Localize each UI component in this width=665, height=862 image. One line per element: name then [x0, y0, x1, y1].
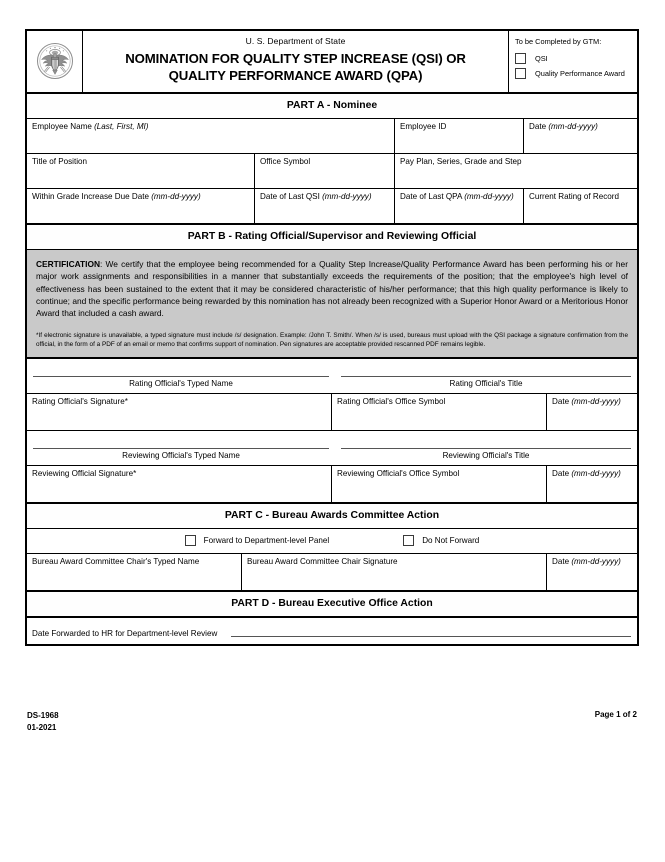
field-chair-signature-label: Bureau Award Committee Chair Signature: [247, 556, 398, 566]
field-employee-id-label: Employee ID: [400, 121, 447, 131]
checkbox-qsi[interactable]: [515, 53, 526, 64]
gtm-section: [509, 31, 637, 92]
field-rating-date-label: Date: [552, 396, 572, 406]
form-header: [27, 31, 637, 94]
option-do-not-forward[interactable]: [403, 535, 479, 546]
form-revision-date: 01-2021: [27, 722, 57, 732]
field-pay-plan-series-grade-step[interactable]: [395, 154, 637, 188]
rating-title-label: Rating Official's Title: [449, 378, 523, 388]
rating-title-cell[interactable]: [335, 376, 637, 393]
field-employee-name[interactable]: [27, 119, 395, 153]
field-chair-signature[interactable]: [242, 554, 547, 590]
gtm-option-qsi-label: QSI: [535, 54, 548, 63]
agency-name: U. S. Department of State: [245, 36, 346, 46]
field-date-forwarded-label: Date Forwarded to HR for Department-level Review: [32, 628, 218, 638]
field-within-grade-increase-due-date[interactable]: [27, 189, 255, 223]
reviewing-typed-name-rule: [33, 448, 329, 449]
field-reviewing-official-date[interactable]: [547, 466, 637, 502]
field-date-forwarded-input-line[interactable]: [231, 636, 631, 637]
form-number: DS-1968: [27, 711, 59, 720]
part-d-heading: PART D - Bureau Executive Office Action: [27, 592, 637, 618]
certification-body: : We certify that the employee being recommended for a Quality Step Increase/Quality Performance Award has been performing his or her major work assignments and responsibilities in a manner that substantially exceeds the requirements of the position; that the employee's high level of effectiveness has been sustained to the extent that it may be considered characteristic of his/her performance; that this high quality performance is likely to continue; and the specific performance being rewarded by this nomination has not already been recognized with a Superior Honor Award or a Meritorious Honor Award that included a cash award.: [36, 258, 629, 319]
rating-official-caption-row: [27, 359, 637, 394]
field-employee-name-hint: (Last, First, MI): [94, 121, 149, 131]
field-last-qsi-label: Date of Last QSI: [260, 191, 323, 201]
field-current-rating-label: Current Rating of Record: [529, 191, 619, 201]
seal-cell: [27, 31, 83, 92]
field-chair-date-label: Date: [552, 556, 572, 566]
signature-footnote: *If electronic signature is unavailable, a typed signature must include /s/ designation. Example: /John T. Smith/. When /s/ is used, bureaus must upload with the QSI package a signature confirmation from the official, in the form of a PDF of an email or memo that confirms support of nomination. Pen signatures are acceptable provided rescanned PDF remains legible.: [36, 331, 628, 348]
field-reviewing-date-label: Date: [552, 468, 572, 478]
checkbox-quality-performance-award[interactable]: [515, 68, 526, 79]
field-title-of-position[interactable]: [27, 154, 255, 188]
reviewing-official-signature-row: [27, 466, 637, 504]
field-last-qpa-label: Date of Last QPA: [400, 191, 465, 201]
checkbox-forward-to-department-level-panel[interactable]: [185, 535, 196, 546]
field-pay-plan-label: Pay Plan, Series, Grade and Step: [400, 156, 522, 166]
reviewing-title-cell[interactable]: [335, 448, 637, 465]
rating-typed-name-cell[interactable]: [27, 376, 335, 393]
page-number: Page 1 of 2: [594, 710, 637, 719]
field-reviewing-official-signature[interactable]: [27, 466, 332, 502]
option-forward-to-panel[interactable]: [185, 535, 330, 546]
gtm-option-qpa[interactable]: [515, 68, 632, 79]
field-date[interactable]: [524, 119, 637, 153]
reviewing-typed-name-cell[interactable]: [27, 448, 335, 465]
field-rating-office-symbol-label: Rating Official's Office Symbol: [337, 396, 446, 406]
field-chair-date-hint: (mm-dd-yyyy): [571, 556, 621, 566]
form-title-line-1: NOMINATION FOR QUALITY STEP INCREASE (QSI) OR: [125, 51, 466, 66]
field-office-symbol-label: Office Symbol: [260, 156, 311, 166]
certification-paragraph: [36, 258, 628, 320]
reviewing-title-label: Reviewing Official's Title: [442, 450, 530, 460]
certification-heading: CERTIFICATION: [36, 258, 101, 269]
field-date-of-last-qpa[interactable]: [395, 189, 524, 223]
part-a-heading: PART A - Nominee: [27, 94, 637, 119]
gtm-option-qpa-label: Quality Performance Award: [535, 69, 625, 78]
certification-block: [27, 250, 637, 359]
part-c-heading: PART C - Bureau Awards Committee Action: [27, 504, 637, 529]
field-rating-official-office-symbol[interactable]: [332, 394, 547, 430]
reviewing-official-caption-row: [27, 431, 637, 466]
field-chair-date[interactable]: [547, 554, 637, 590]
field-date-hint: (mm-dd-yyyy): [548, 121, 598, 131]
part-d-date-forwarded-row[interactable]: [27, 618, 637, 644]
rating-official-signature-row: [27, 394, 637, 431]
field-reviewing-official-office-symbol[interactable]: [332, 466, 547, 502]
part-a-row-3: [27, 189, 637, 225]
us-great-seal-icon: [35, 41, 75, 81]
rating-title-rule: [341, 376, 631, 377]
title-cell: [83, 31, 509, 92]
field-rating-official-date[interactable]: [547, 394, 637, 430]
gtm-option-qsi[interactable]: [515, 53, 632, 64]
ds-1968-form: [25, 29, 639, 646]
part-b-heading: PART B - Rating Official/Supervisor and Reviewing Official: [27, 225, 637, 250]
field-current-rating-of-record[interactable]: [524, 189, 637, 223]
checkbox-do-not-forward[interactable]: [403, 535, 414, 546]
part-a-row-2: [27, 154, 637, 189]
form-identifier: [27, 710, 59, 733]
field-rating-signature-label: Rating Official's Signature*: [32, 396, 128, 406]
part-a-row-1: [27, 119, 637, 154]
reviewing-title-rule: [341, 448, 631, 449]
option-do-not-forward-label: Do Not Forward: [422, 535, 480, 545]
field-date-label: Date: [529, 121, 549, 131]
field-rating-official-signature[interactable]: [27, 394, 332, 430]
part-c-options-row: [27, 529, 637, 554]
field-reviewing-date-hint: (mm-dd-yyyy): [571, 468, 621, 478]
field-date-of-last-qsi[interactable]: [255, 189, 395, 223]
field-chair-typed-name[interactable]: [27, 554, 242, 590]
form-footer: [27, 710, 637, 733]
reviewing-typed-name-label: Reviewing Official's Typed Name: [122, 450, 240, 460]
field-employee-id[interactable]: [395, 119, 524, 153]
rating-typed-name-rule: [33, 376, 329, 377]
field-employee-name-label: Employee Name: [32, 121, 95, 131]
part-c-chair-row: [27, 554, 637, 592]
field-last-qpa-hint: (mm-dd-yyyy): [464, 191, 514, 201]
option-forward-label: Forward to Department-level Panel: [203, 535, 330, 545]
field-title-of-position-label: Title of Position: [32, 156, 88, 166]
rating-typed-name-label: Rating Official's Typed Name: [129, 378, 233, 388]
field-wgi-due-date-hint: (mm-dd-yyyy): [151, 191, 201, 201]
field-wgi-due-date-label: Within Grade Increase Due Date: [32, 191, 152, 201]
field-chair-typed-name-label: Bureau Award Committee Chair's Typed Name: [32, 556, 200, 566]
field-rating-date-hint: (mm-dd-yyyy): [571, 396, 621, 406]
form-title-line-2: QUALITY PERFORMANCE AWARD (QPA): [168, 68, 423, 84]
field-reviewing-signature-label: Reviewing Official Signature*: [32, 468, 137, 478]
field-reviewing-office-symbol-label: Reviewing Official's Office Symbol: [337, 468, 460, 478]
gtm-label: To be Completed by GTM:: [515, 37, 602, 46]
field-last-qsi-hint: (mm-dd-yyyy): [322, 191, 372, 201]
field-office-symbol[interactable]: [255, 154, 395, 188]
